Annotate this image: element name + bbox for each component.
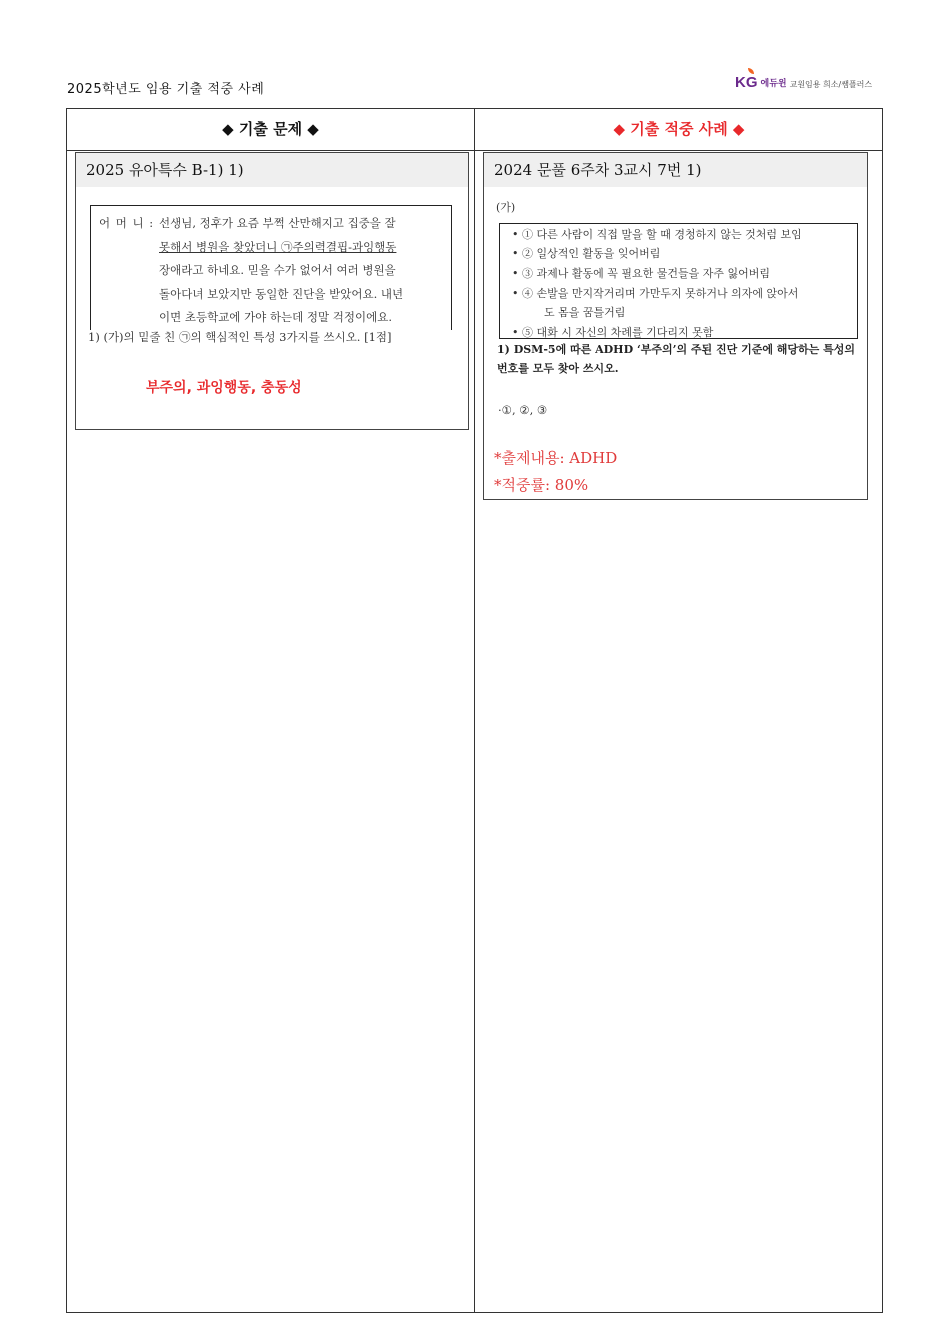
exam-question-text: 1) (가)의 밑줄 친 ㉠의 핵심적인 특성 3가지를 쓰시오. [1점] <box>88 330 392 344</box>
dialogue-line: 이면 초등학교에 가야 하는데 정말 걱정이에요. <box>159 310 393 324</box>
logo-subtitle: 교원임용 희소/쌤플러스 <box>789 79 873 89</box>
ga-label: (가) <box>496 201 516 214</box>
hit-case-question: 1) DSM-5에 따른 ADHD ‘부주의’의 주된 진단 기준에 해당하는 특성의 번호를 모두 찾아 쓰시오. <box>497 343 856 375</box>
page-title: 2025학년도 임용 기출 적중 사례 <box>67 82 265 97</box>
exam-answer: 부주의, 과잉행동, 충동성 <box>146 380 302 396</box>
hit-case-heading: ◆ 기출 적중 사례 ◆ <box>613 120 745 138</box>
logo-brand: 에듀윈 <box>760 79 787 90</box>
dialogue-box <box>90 205 452 330</box>
hit-case-card <box>483 152 868 500</box>
list-item: • ③ 과제나 활동에 꼭 필요한 물건들을 자주 잃어버림 <box>512 267 770 280</box>
hit-case-title: 2024 문풀 6주차 3교시 7번 1) <box>484 153 867 187</box>
dialogue-line: 장애라고 하네요. 믿을 수가 없어서 여러 병원을 <box>159 263 396 277</box>
dialogue-line: 선생님, 정후가 요즘 부쩍 산만해지고 집중을 잘 <box>159 216 396 230</box>
dialogue-line: 못해서 병원을 찾았더니 ㉠주의력결핍-과잉행동 <box>159 239 397 254</box>
hit-rate-label: *적중률: 80% <box>494 476 589 494</box>
exam-question-heading: ◆ 기출 문제 ◆ <box>222 120 319 138</box>
logo-kg: KG <box>735 75 758 90</box>
list-item: • ④ 손발을 만지작거리며 가만두지 못하거나 의자에 앉아서 <box>512 287 799 300</box>
exam-question-card <box>75 152 469 430</box>
dialogue-line: 돌아다녀 보았지만 동일한 진단을 받았어요. 내년 <box>159 286 404 301</box>
speaker-label: 어 머 니 : <box>99 216 155 230</box>
topic-label: *출제내용: ADHD <box>494 449 618 467</box>
exam-question-title: 2025 유아특수 B-1) 1) <box>76 153 468 187</box>
header-divider <box>66 150 883 151</box>
criteria-list-box <box>499 223 858 339</box>
kg-eduwin-logo <box>735 66 872 90</box>
hit-case-answer: ·①, ②, ③ <box>498 403 548 417</box>
list-item: • ⑤ 대화 시 자신의 차례를 기다리지 못함 <box>512 326 714 339</box>
column-divider <box>474 108 475 1313</box>
list-item: • ② 일상적인 활동을 잊어버림 <box>512 247 661 260</box>
list-item: • ① 다른 사람이 직접 말을 할 때 경청하지 않는 것처럼 보임 <box>512 228 802 241</box>
list-item: 도 몸을 꿈틀거림 <box>544 306 626 319</box>
dialogue-text <box>159 212 444 330</box>
